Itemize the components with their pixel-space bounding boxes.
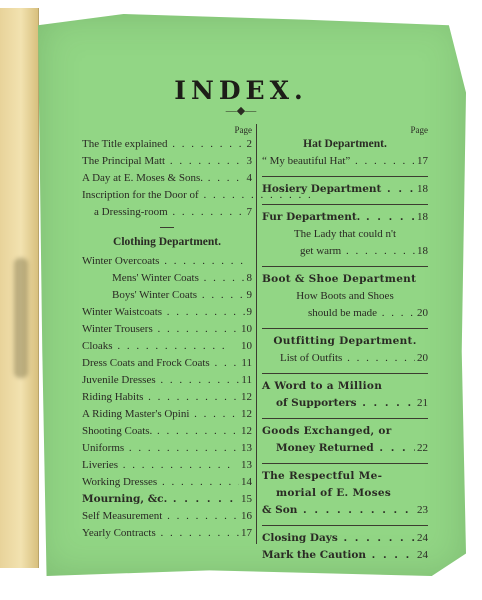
word-line1: A Word to a Million xyxy=(262,380,383,392)
entry-text: Liveries . . . xyxy=(82,457,239,474)
section-heading-boot-shoe: Boot & Shoe Department xyxy=(262,273,417,285)
section-heading-hat: Hat Department. xyxy=(303,138,387,150)
entry-text: A Riding Master's Opini . . . xyxy=(82,406,239,423)
entry-text: Winter Trousers . . . xyxy=(82,321,239,338)
index-entry xyxy=(82,270,252,287)
rule xyxy=(262,204,428,205)
entry-page: 13 xyxy=(241,459,252,471)
index-entry xyxy=(82,457,252,474)
index-entry: “ My beautiful Hat” . . . 17 xyxy=(262,153,428,170)
entry-text: Riding Habits . . . xyxy=(82,389,239,406)
memorial-line2: morial of E. Moses xyxy=(276,487,392,499)
entry-page: 13 xyxy=(241,442,252,454)
rule xyxy=(262,176,428,177)
entry-page: 12 xyxy=(241,408,252,420)
index-entry: List of Outfits . . . 20 xyxy=(262,350,428,367)
entry-text: Working Dresses . . . xyxy=(82,474,239,491)
entry-page: 14 xyxy=(241,476,252,488)
section-heading-clothing: Clothing Department. xyxy=(113,236,221,248)
rule xyxy=(262,463,428,464)
left-column xyxy=(82,124,252,542)
index-entry-closing: Closing Days . . . 24 xyxy=(262,530,428,547)
inscription-line1: Inscription for the Door of . . . xyxy=(82,187,252,204)
entry-text: Yearly Contracts . . . xyxy=(82,525,239,542)
index-entry xyxy=(82,491,252,508)
entry-page: 11 xyxy=(241,374,252,386)
entry-text: A Day at E. Moses & Sons. . . . xyxy=(82,170,245,187)
index-entry xyxy=(82,508,252,525)
entry-text: Boys' Winter Coats . . . xyxy=(82,287,245,304)
index-entry: should be made . . . 20 xyxy=(262,305,428,322)
index-entry xyxy=(82,406,252,423)
entry-page: 10 xyxy=(241,340,252,352)
index-entry xyxy=(82,321,252,338)
index-entry-goods: Money Returned . . . 22 xyxy=(262,440,428,457)
page-label: Page xyxy=(234,125,252,135)
entry-page: 3 xyxy=(246,155,252,167)
index-entry xyxy=(82,170,252,187)
title-ornament: —◆— xyxy=(225,105,257,117)
index-entry xyxy=(82,389,252,406)
entry-page: 11 xyxy=(241,357,252,369)
rule xyxy=(262,525,428,526)
entry-page: 17 xyxy=(241,527,252,539)
entry-text: Dress Coats and Frock Coats . . . xyxy=(82,355,239,372)
entry-text: Cloaks . . . xyxy=(82,338,239,355)
rule xyxy=(262,266,428,267)
index-entry xyxy=(82,253,252,270)
index-entry xyxy=(82,423,252,440)
index-entry xyxy=(82,474,252,491)
entry-page: 10 xyxy=(241,323,252,335)
rule xyxy=(262,418,428,419)
entry-page: 4 xyxy=(246,172,252,184)
index-entry: get warm . . . 18 xyxy=(262,243,428,260)
rule xyxy=(262,373,428,374)
fur-sub-line1: The Lady that could n't xyxy=(293,228,397,240)
entry-page: 8 xyxy=(246,272,252,284)
index-entry xyxy=(82,304,252,321)
index-entry xyxy=(82,525,252,542)
entry-page: 15 xyxy=(241,493,252,505)
goods-line1: Goods Exchanged, or xyxy=(262,425,392,437)
entry-text: Shooting Coats. . . . xyxy=(82,423,239,440)
index-entry xyxy=(82,440,252,457)
index-entry xyxy=(82,372,252,389)
index-entry xyxy=(82,355,252,372)
entry-text: Winter Overcoats . . . xyxy=(82,253,250,270)
index-entry xyxy=(82,287,252,304)
entry-text: Uniforms . . . xyxy=(82,440,239,457)
entry-page: 9 xyxy=(246,306,252,318)
index-entry-caution: Mark the Caution . . . 24 xyxy=(262,547,428,564)
entry-page: 9 xyxy=(246,289,252,301)
rule xyxy=(262,328,428,329)
separator xyxy=(160,227,174,228)
memorial-line1: The Respectful Me- xyxy=(262,470,383,482)
entry-text: Juvenile Dresses . . . xyxy=(82,372,239,389)
index-entry xyxy=(82,338,252,355)
index-entry xyxy=(82,136,252,153)
entry-text: Mens' Winter Coats . . . xyxy=(82,270,245,287)
entry-page: 2 xyxy=(246,138,252,150)
index-entry-fur: Fur Department. . . . 18 xyxy=(262,209,428,226)
page-title: INDEX. xyxy=(174,76,308,105)
entry-page: 12 xyxy=(241,425,252,437)
index-entry-memorial: & Son . . . 23 xyxy=(262,502,428,519)
entry-page: 16 xyxy=(241,510,252,522)
entry-text: Mourning, &c. . . . xyxy=(82,491,239,508)
entry-text: Self Measurement . . . xyxy=(82,508,239,525)
page-stain xyxy=(14,258,28,378)
index-entry-word: of Supporters . . . 21 xyxy=(262,395,428,412)
page-label: Page xyxy=(410,125,428,135)
index-entry-hosiery: Hosiery Department . . . 18 xyxy=(262,181,428,198)
index-entry: a Dressing-room . . . 7 xyxy=(82,204,252,221)
entry-page: 12 xyxy=(241,391,252,403)
entry-text: Winter Waistcoats . . . xyxy=(82,304,245,321)
boot-sub-line1: How Boots and Shoes xyxy=(296,290,394,302)
entry-text: The Principal Matt . . . xyxy=(82,153,245,170)
right-column xyxy=(262,124,428,564)
section-heading-outfitting: Outfitting Department. xyxy=(273,335,417,347)
entry-text: The Title explained . . . xyxy=(82,136,245,153)
index-entry xyxy=(82,153,252,170)
